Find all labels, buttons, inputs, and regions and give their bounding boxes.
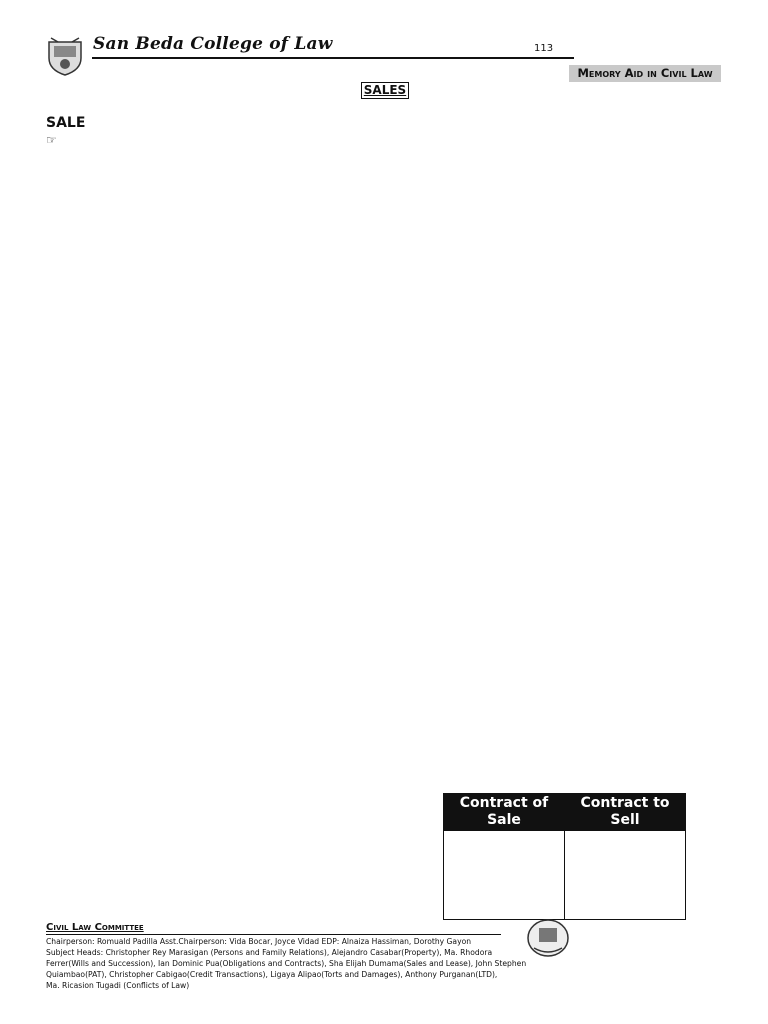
committee-seal-logo [526, 918, 570, 958]
footer-line-2: Subject Heads: Christopher Rey Marasigan (Persons and Family Relations), Alejandro Casabar(Property), Ma. Rhodora [46, 948, 493, 957]
college-name: San Beda College of Law [93, 34, 333, 54]
footer-line-5: Ma. Ricasion Tugadi (Conflicts of Law) [46, 981, 190, 990]
comparison-table [443, 793, 686, 920]
pointing-hand-icon: ☞ [46, 133, 57, 147]
section-title: SALES [361, 82, 409, 99]
table-header-contract-to-sell: Contract to Sell [565, 794, 686, 831]
page-number: 113 [534, 43, 554, 54]
header-rule [92, 57, 574, 59]
footer-rule [46, 934, 501, 935]
sale-heading: SALE [46, 115, 86, 131]
college-crest-logo [46, 36, 84, 76]
table-header-contract-of-sale: Contract of Sale [444, 794, 565, 831]
table-cell-sale [444, 831, 565, 920]
footer-line-1: Chairperson: Romuald Padilla Asst.Chairperson: Vida Bocar, Joyce Vidad EDP: Alnaiza Hassiman, Dorothy Gayon [46, 937, 472, 946]
footer-line-3: Ferrer(Wills and Succession), Ian Dominic Pua(Obligations and Contracts), Sha Elijah Dumama(Sales and Lease), John Stephen [46, 959, 527, 968]
footer-line-4: Quiambao(PAT), Christopher Cabigao(Credit Transactions), Ligaya Alipao(Torts and Damages), Anthony Purganan(LTD), [46, 970, 498, 979]
memory-aid-label: Memory Aid in Civil Law [569, 65, 721, 82]
table-cell-to-sell [565, 831, 686, 920]
footer-title: Civil Law Committee [46, 922, 144, 933]
